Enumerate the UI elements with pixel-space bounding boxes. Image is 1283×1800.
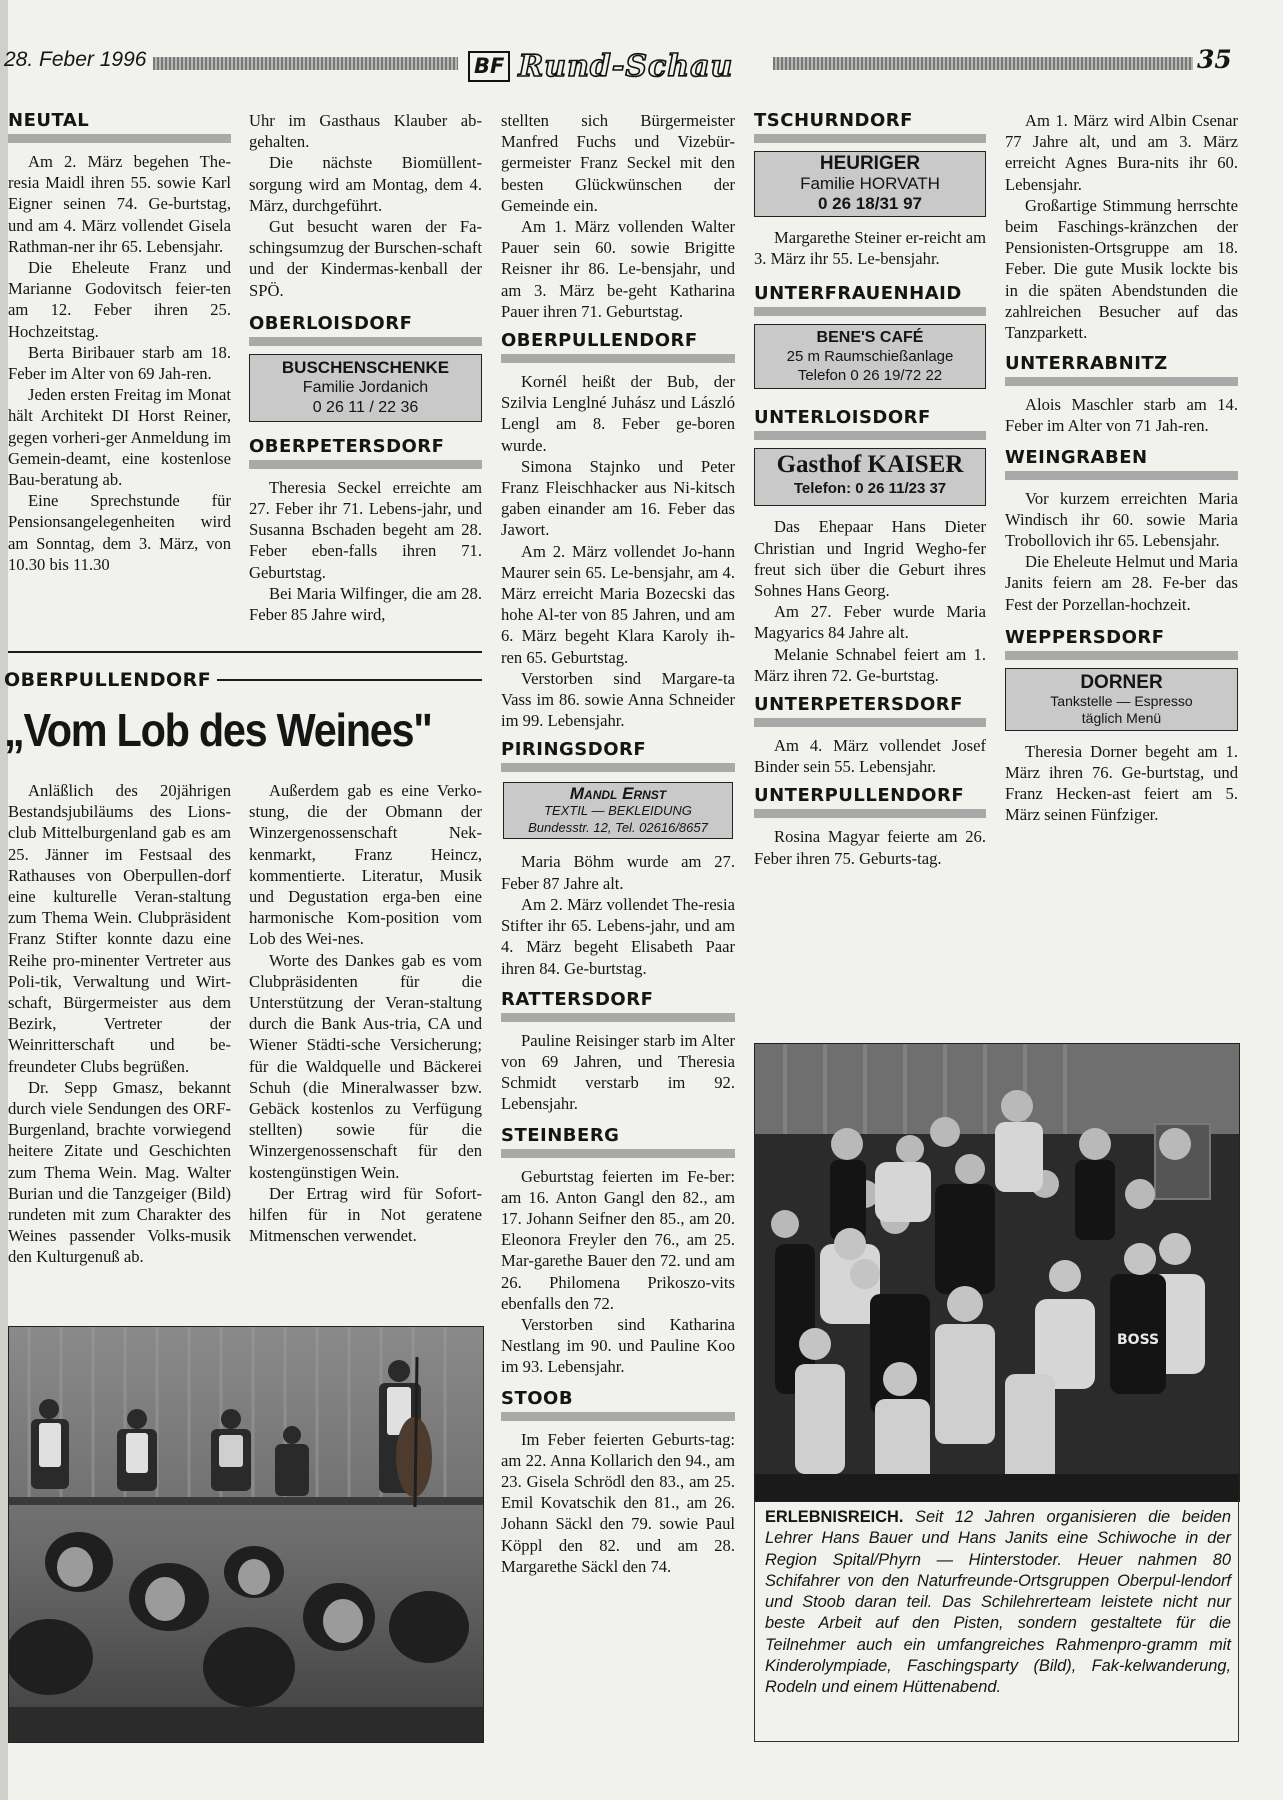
feature-paragraph: Anläßlich des 20jährigen Bestandsjubiläums des Lions-club Mittelburgenland gab es am 25. Jänner im Festsaal des Rathauses von Oberpullen-dorf eine kulturelle Veran-staltung zum Thema Wein. Clubpräsident Franz Stifter konnte dazu eine Reihe pro-minenter Vertreter aus Poli-tik, Verwaltung und Wirt-schaft, Bürgermeister aus dem Bezirk, Vertreter der Weinritterschaft und be-freundeter Clubs begrüßen. bbox=[8, 781, 231, 1076]
header-logo bbox=[468, 48, 733, 84]
header-rule-right bbox=[773, 57, 1193, 70]
feature-top-rule bbox=[8, 651, 482, 653]
ad-address: Bundesstr. 12, Tel. 02616/8657 bbox=[528, 820, 708, 836]
article-paragraph: Jeden ersten Freitag im Monat hält Architekt DI Horst Reiner, gegen vorheri-ger Anmeldung im Gemein-deamt, eine kostenlose Bau-beratung ab. bbox=[8, 385, 231, 490]
article-paragraph: Alois Maschler starb am 14. Feber im Alter von 71 Jah-ren. bbox=[1005, 395, 1238, 436]
article-paragraph: Am 27. Feber wurde Maria Magyarics 84 Jahre alt. bbox=[754, 602, 986, 643]
article-paragraph: Das Ehepaar Hans Dieter Christian und Ingrid Wegho-fer freut sich über die Geburt ihres Sohnes Hans Georg. bbox=[754, 517, 986, 601]
feature-paragraph: Der Ertrag wird für Sofort-hilfen für in Not geratene Mitmenschen verwendet. bbox=[249, 1183, 482, 1246]
feature-headline: „Vom Lob des Weines" bbox=[4, 704, 432, 756]
article-paragraph: Die nächste Biomüllent-sorgung wird am Montag, dem 4. März, durchgeführt. bbox=[249, 153, 482, 215]
article-paragraph: Gut besucht waren der Fa-schingsumzug der Burschen-schaft und der Kindermas-kenball der SPÖ. bbox=[249, 217, 482, 300]
column-1 bbox=[8, 110, 231, 575]
ad-subtitle: Tankstelle — Espresso bbox=[1050, 692, 1193, 709]
column-4 bbox=[754, 110, 986, 869]
article-paragraph: Vor kurzem erreichten Maria Windisch ihr 60. sowie Maria Trobollovich ihr 65. Lebensjahr. bbox=[1005, 488, 1238, 551]
feature-kicker-rule bbox=[217, 679, 482, 681]
section-heading-weppersdorf: WEPPERSDORF bbox=[1005, 627, 1238, 660]
article-paragraph: Margarethe Steiner er-reicht am 3. März ihr 55. Le-bensjahr. bbox=[754, 228, 986, 269]
ad-benes-cafe bbox=[754, 324, 986, 389]
article-paragraph: Melanie Schnabel feiert am 1. März ihren 72. Ge-burtstag. bbox=[754, 644, 986, 685]
photo-faschingsparty-image bbox=[755, 1044, 1239, 1501]
ad-phone: Telefon: 0 26 11/23 37 bbox=[793, 480, 947, 498]
ad-phone: 0 26 11 / 22 36 bbox=[312, 398, 419, 416]
header-date: 28. Feber 1996 bbox=[4, 48, 147, 71]
feature-column-a bbox=[8, 780, 231, 1268]
section-heading-weingraben: WEINGRABEN bbox=[1005, 447, 1238, 480]
feature-paragraph: Worte des Dankes gab es vom Clubpräsidenten für die Unterstützung der Veran-staltung durch die Bank Aus-tria, CA und Wiener Städti-sche Versicherung; für die Waldquelle und Bäckerei Schuh (die Mineralwasser bzw. Gebäck kostenlos zu Verfügung stellten) sowie für die Winzergenossenschaft für den kostengünstigen Wein. bbox=[249, 950, 482, 1182]
article-paragraph: Theresia Seckel erreichte am 27. Feber ihr 71. Lebens-jahr, und Susanna Bschaden begeht am 28. Feber eben-falls ihren 71. Geburtstag. bbox=[249, 477, 482, 582]
ad-subtitle: Familie HORVATH bbox=[800, 174, 940, 193]
column-2 bbox=[249, 110, 482, 625]
feature-kicker bbox=[4, 668, 482, 692]
article-paragraph: Die Eheleute Franz und Marianne Godovitsch feier-ten am 12. Feber ihren 25. Hochzeitstag. bbox=[8, 258, 231, 341]
header-page-number: 35 bbox=[1197, 45, 1232, 74]
caption-lead: ERLEBNISREICH. bbox=[765, 1508, 904, 1526]
feature-paragraph: Dr. Sepp Gmasz, bekannt durch viele Sendungen des ORF-Burgenland, brachte vorwiegend heitere Zitate und Geschichten zum Thema Wein. Mag. Walter Burian und die Tanzgeiger (Bild) rundeten mit zum Charakter des Weines passender Volks-musik den Kulturgenuß ab. bbox=[8, 1077, 231, 1267]
ad-title: DORNER bbox=[1080, 671, 1163, 693]
article-paragraph: Verstorben sind Margare-ta Vass im 86. sowie Anna Schneider im 99. Lebensjahr. bbox=[501, 668, 735, 731]
feature-kicker-label: OBERPULLENDORF bbox=[4, 669, 212, 691]
article-continuation: Uhr im Gasthaus Klauber ab-gehalten. bbox=[249, 111, 482, 152]
article-paragraph: Im Feber feierten Geburts-tag: am 22. Anna Kollarich den 94., am 23. Gisela Schrödl den 83., am 25. Emil Kovatschik den 81., am 26. Johann Säckl den 79. sowie Paul Köppl den 82. und am 28. Margarethe Säckl den 74. bbox=[501, 1429, 735, 1576]
ad-phone: Telefon 0 26 19/72 22 bbox=[797, 367, 943, 385]
article-paragraph: Die Eheleute Helmut und Maria Janits feiern am 28. Fe-ber das Fest der Porzellan-hochzeit. bbox=[1005, 552, 1238, 614]
article-paragraph: Bei Maria Wilfinger, die am 28. Feber 85 Jahre wird, bbox=[249, 583, 482, 625]
article-continuation: stellten sich Bürgermeister Manfred Fuchs und Vizebür-germeister Franz Seckel mit den besten Glückwünschen der Gemeinde ein. bbox=[501, 111, 735, 215]
section-heading-unterpetersdorf: UNTERPETERSDORF bbox=[754, 694, 986, 727]
ad-subtitle-2: täglich Menü bbox=[1081, 709, 1162, 726]
ad-gasthof-kaiser bbox=[754, 448, 986, 506]
ad-subtitle: 25 m Raumschießanlage bbox=[786, 348, 954, 366]
section-heading-unterfrauenhaid: UNTERFRAUENHAID bbox=[754, 283, 986, 316]
article-paragraph: Simona Stajnko und Peter Franz Fleischhacker aus Ni-kitsch gaben einander am 16. Feber das Jawort. bbox=[501, 456, 735, 540]
ad-title: BUSCHENSCHENKE bbox=[281, 357, 450, 377]
feature-column-b bbox=[249, 780, 482, 1246]
ad-title: Gasthof KAISER bbox=[776, 451, 964, 479]
column-3 bbox=[501, 110, 735, 1577]
section-heading-unterloisdorf: UNTERLOISDORF bbox=[754, 407, 986, 440]
photo-musicians bbox=[8, 1326, 484, 1743]
photo-caption bbox=[765, 1507, 1231, 1699]
ad-title: Mandl Ernst bbox=[569, 784, 667, 804]
article-paragraph: Maria Böhm wurde am 27. Feber 87 Jahre alt. bbox=[501, 852, 735, 893]
logo-badge: BF bbox=[468, 51, 510, 82]
page-binding-edge bbox=[0, 0, 8, 1800]
article-paragraph: Verstorben sind Katharina Nestlang im 90. und Pauline Koo im 93. Lebensjahr. bbox=[501, 1314, 735, 1377]
header-rule-left bbox=[153, 57, 458, 70]
caption-box-border-bottom bbox=[754, 1741, 1239, 1742]
article-paragraph: Geburtstag feierten im Fe-ber: am 16. Anton Gangl den 82., am 17. Johann Seifner den 85., am 20. Eleonora Freyler den 76., am 25. Mar-garethe Bauer den 72. und am 26. Philomena Prikoszo-vits ebenfalls den 72. bbox=[501, 1166, 735, 1313]
article-paragraph: Theresia Dorner begeht am 1. März ihren 76. Ge-burtstag, und Franz Hecken-ast feiert am 5. März seinen Fünfziger. bbox=[1005, 741, 1238, 825]
ad-mandl-ernst bbox=[503, 782, 733, 839]
article-paragraph: Am 1. März vollenden Walter Pauer sein 60. sowie Brigitte Reisner ihr 86. Le-bensjahr, und am 3. März be-geht Katharina Pauer ihren 71. Geburtstag. bbox=[501, 217, 735, 321]
section-heading-rattersdorf: RATTERSDORF bbox=[501, 989, 735, 1022]
ad-subtitle: TEXTIL — BEKLEIDUNG bbox=[544, 803, 692, 819]
sweater-lettering: BOSS bbox=[1117, 1332, 1160, 1348]
ad-phone: 0 26 18/31 97 bbox=[818, 194, 922, 213]
section-heading-stoob: STOOB bbox=[501, 1388, 735, 1421]
caption-box-border-left bbox=[754, 1500, 755, 1742]
article-paragraph: Eine Sprechstunde für Pensionsangelegenheiten wird am Sonntag, dem 3. März, von 10.30 bis 11.30 bbox=[8, 491, 231, 574]
feature-paragraph: Außerdem gab es eine Verko-stung, die der Obmann der Winzergenossenschaft Nek-kenmarkt, Franz Heincz, kommentierte. Literatur, Musik und Degustation erga-ben eine harmonische Kom-position vom Lob des Wei-nes. bbox=[249, 781, 482, 949]
ad-buschenschenke bbox=[249, 354, 482, 422]
ad-dorner bbox=[1005, 668, 1238, 731]
section-heading-oberpetersdorf: OBERPETERSDORF bbox=[249, 436, 482, 469]
photo-musicians-image bbox=[9, 1327, 483, 1742]
column-5 bbox=[1005, 110, 1238, 826]
section-heading-piringsdorf: PIRINGSDORF bbox=[501, 739, 735, 772]
article-paragraph: Großartige Stimmung herrschte beim Faschings-kränzchen der Pensionisten-Ortsgruppe am 18. Feber. Die gute Musik lockte bis in die späten Abendstunden die zahlreichen Besucher auf das Tanzparkett. bbox=[1005, 195, 1238, 343]
section-heading-oberpullendorf: OBERPULLENDORF bbox=[501, 330, 735, 363]
ad-title: BENE'S CAFÉ bbox=[816, 329, 924, 347]
article-paragraph: Am 4. März vollendet Josef Binder sein 55. Lebensjahr. bbox=[754, 736, 986, 777]
caption-box-border-right bbox=[1238, 1500, 1239, 1742]
article-paragraph: Berta Biribauer starb am 18. Feber im Alter von 69 Jah-ren. bbox=[8, 342, 231, 384]
section-heading-tschurndorf: TSCHURNDORF bbox=[754, 110, 986, 143]
section-heading-unterrabnitz: UNTERRABNITZ bbox=[1005, 353, 1238, 386]
ad-subtitle: Familie Jordanich bbox=[302, 378, 429, 396]
section-heading-steinberg: STEINBERG bbox=[501, 1125, 735, 1158]
logo-title: Rund-Schau bbox=[518, 48, 734, 84]
ad-heuriger bbox=[754, 151, 986, 217]
article-paragraph: Am 1. März wird Albin Csenar 77 Jahre alt, und am 3. März erreicht Agnes Bura-nits ihr 60. Lebensjahr. bbox=[1005, 111, 1238, 194]
section-heading-oberloisdorf: OBERLOISDORF bbox=[249, 313, 482, 346]
ad-title: HEURIGER bbox=[819, 153, 921, 174]
article-paragraph: Rosina Magyar feierte am 26. Feber ihren 75. Geburts-tag. bbox=[754, 827, 986, 868]
section-heading-neutal: NEUTAL bbox=[8, 110, 231, 143]
caption-text: Seit 12 Jahren organisieren die beiden Lehrer Hans Bauer und Hans Janits eine Schiwoche in der Region Spital/Phyrn — Hinterstoder. Heuer nahmen 80 Schifahrer von den Naturfreunde-Ortsgruppen Oberpul-lendorf und Stoob daran teil. Das Schilehrerteam leistete nicht nur beste Arbeit auf den Pisten, sondern gestaltete für die Teilnehmer auch ein umfangreiches Rahmenpro-gramm mit Kinderolympiade, Faschingsparty (Bild), Fak-kelwanderung, Rodeln und einem Hüttenabend. bbox=[765, 1508, 1231, 1697]
article-paragraph: Am 2. März begehen The-resia Maidl ihren 55. sowie Karl Eigner seinen 74. Ge-burtstag, und am 4. März vollendet Gisela Rathman-ner ihr 65. Lebensjahr. bbox=[8, 152, 231, 256]
article-paragraph: Am 2. März vollendet Jo-hann Maurer sein 65. Le-bensjahr, am 4. März erreicht Maria Bozecski das hohe Al-ter von 85 Jahren, und am 6. März begeht Klara Karoly ih-ren 65. Geburtstag. bbox=[501, 541, 735, 667]
article-paragraph: Am 2. März vollendet The-resia Stifter ihr 65. Lebens-jahr, und am 4. März begeht Elisabeth Paar ihren 84. Ge-burtstag. bbox=[501, 894, 735, 978]
article-paragraph: Kornél heißt der Bub, der Szilvia Lenglné Juhász und László Lengl am 8. Feber ge-boren wurde. bbox=[501, 372, 735, 455]
photo-faschingsparty bbox=[754, 1043, 1240, 1502]
section-heading-unterpullendorf: UNTERPULLENDORF bbox=[754, 785, 986, 818]
article-paragraph: Pauline Reisinger starb im Alter von 69 Jahren, und Theresia Schmidt verstarb im 92. Lebensjahr. bbox=[501, 1030, 735, 1114]
